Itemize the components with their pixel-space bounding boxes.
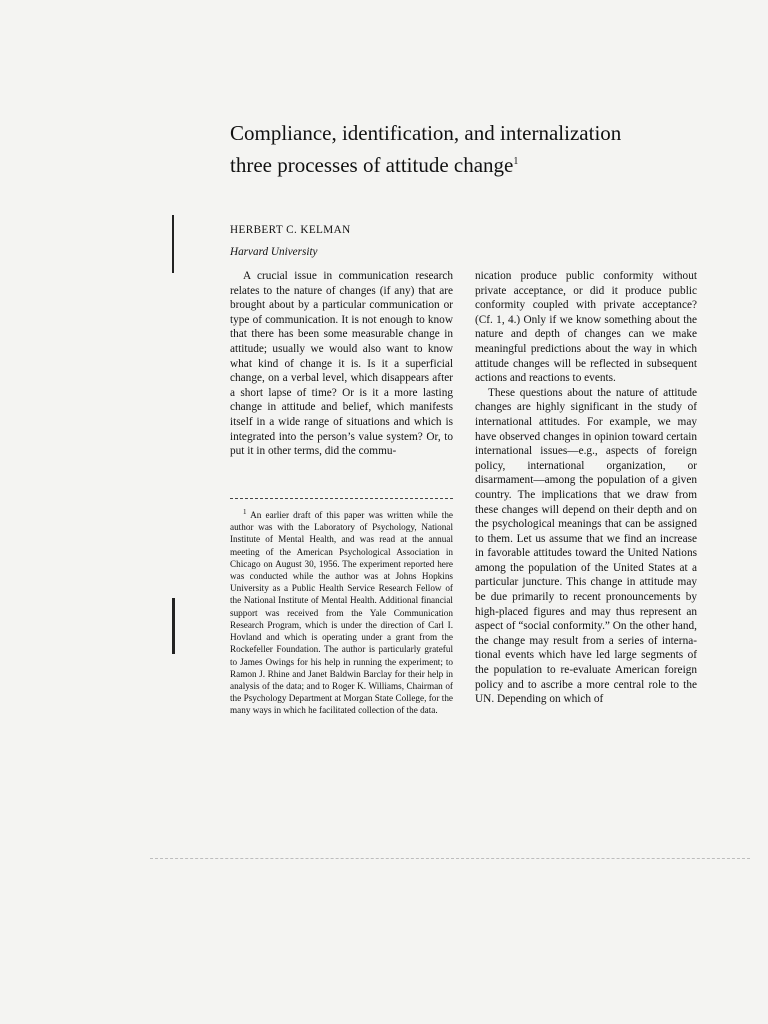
scan-artifact-line-top bbox=[172, 215, 174, 273]
body-paragraph-1-continued: nication produce public conformity without private acceptance, or did it produce public conformity coupled with private acceptance? (Cf. 1, 4.) Only if we know something about the nature and depth of changes can we make meaningful predictions about the way in which attitude changes will be reflected in subsequent actions and reactions to events. bbox=[475, 270, 697, 385]
author-affiliation: Harvard University bbox=[230, 246, 318, 258]
footnote-divider bbox=[230, 498, 453, 499]
footnote-paragraph bbox=[230, 506, 453, 717]
footnote bbox=[230, 506, 453, 717]
footnote-marker: 1 bbox=[243, 508, 247, 516]
article-title-line-2: three processes of attitude change bbox=[230, 153, 514, 177]
footnote-text: An earlier draft of this paper was written while the author was with the Laboratory of Psychology, National Institute of Mental Health, and was read at the annual meeting of the American Psychological Association in Chicago on August 30, 1956. The experiment reported here was conducted while the author was at Johns Hopkins University as a Public Health Service Research Fellow of the National Institute of Mental Health. Additional financial support was received from the Yale Communication Research Program, which is under the direction of Carl I. Hovland and which is operating under a grant from the Rockefeller Foundation. The author is particularly grateful to James Owings for his help in running the experiment; to Ramon J. Rhine and Janet Baldwin Barclay for their help in analysis of the data; and to Roger K. Williams, Chairman of the Psychology Department at Morgan State College, for the many ways in which he facilitated collection of the data. bbox=[230, 510, 453, 716]
author-name: HERBERT C. KELMAN bbox=[230, 224, 351, 236]
body-paragraph-1: A crucial issue in communication research relates to the nature of changes (if any) that are brought about by a particular communication or type of communication. It is not enough to know that there has been some measurable change in attitude; usually we would also want to know what kind of change it is. Is it a superficial change, on a verbal level, which disappears after a short lapse of time? Or is it a more lasting change in attitude and belief, which manifests itself in a wide range of situations and which is integrated into the person’s value system? Or, to put it in other terms, did the commu- bbox=[230, 270, 453, 458]
title-footnote-marker: 1 bbox=[513, 156, 519, 167]
scan-artifact-line-bottom bbox=[172, 598, 175, 654]
article-title-line-2-wrap bbox=[230, 149, 690, 181]
body-column-right bbox=[475, 269, 697, 707]
body-column-left bbox=[230, 269, 453, 459]
article-title-line-1: Compliance, identification, and internalization bbox=[230, 121, 622, 145]
article-title bbox=[230, 117, 690, 181]
scan-artifact-dots bbox=[150, 858, 750, 860]
body-paragraph-2: These questions about the nature of attitude changes are highly significant in the study of international attitudes. For example, we may have observed changes in opinion toward certain international issues—e.g., aspects of foreign policy, international organization, or disarmament—among the population of a given country. The implications that we draw from these changes will depend on their depth and on the psychological meanings that can be assigned to them. Let us assume that we find an increase in favorable attitudes toward the United Nations among the population of the United States at a particular juncture. This change in attitude may be due primarily to recent pronouncements by high-placed figures and may thus represent an aspect of “social conformity.” On the other hand, the change may result from a series of international events which have led large segments of the population to re-evaluate American foreign policy and to ascribe a more central role to the UN. Depending on which of bbox=[475, 386, 697, 706]
